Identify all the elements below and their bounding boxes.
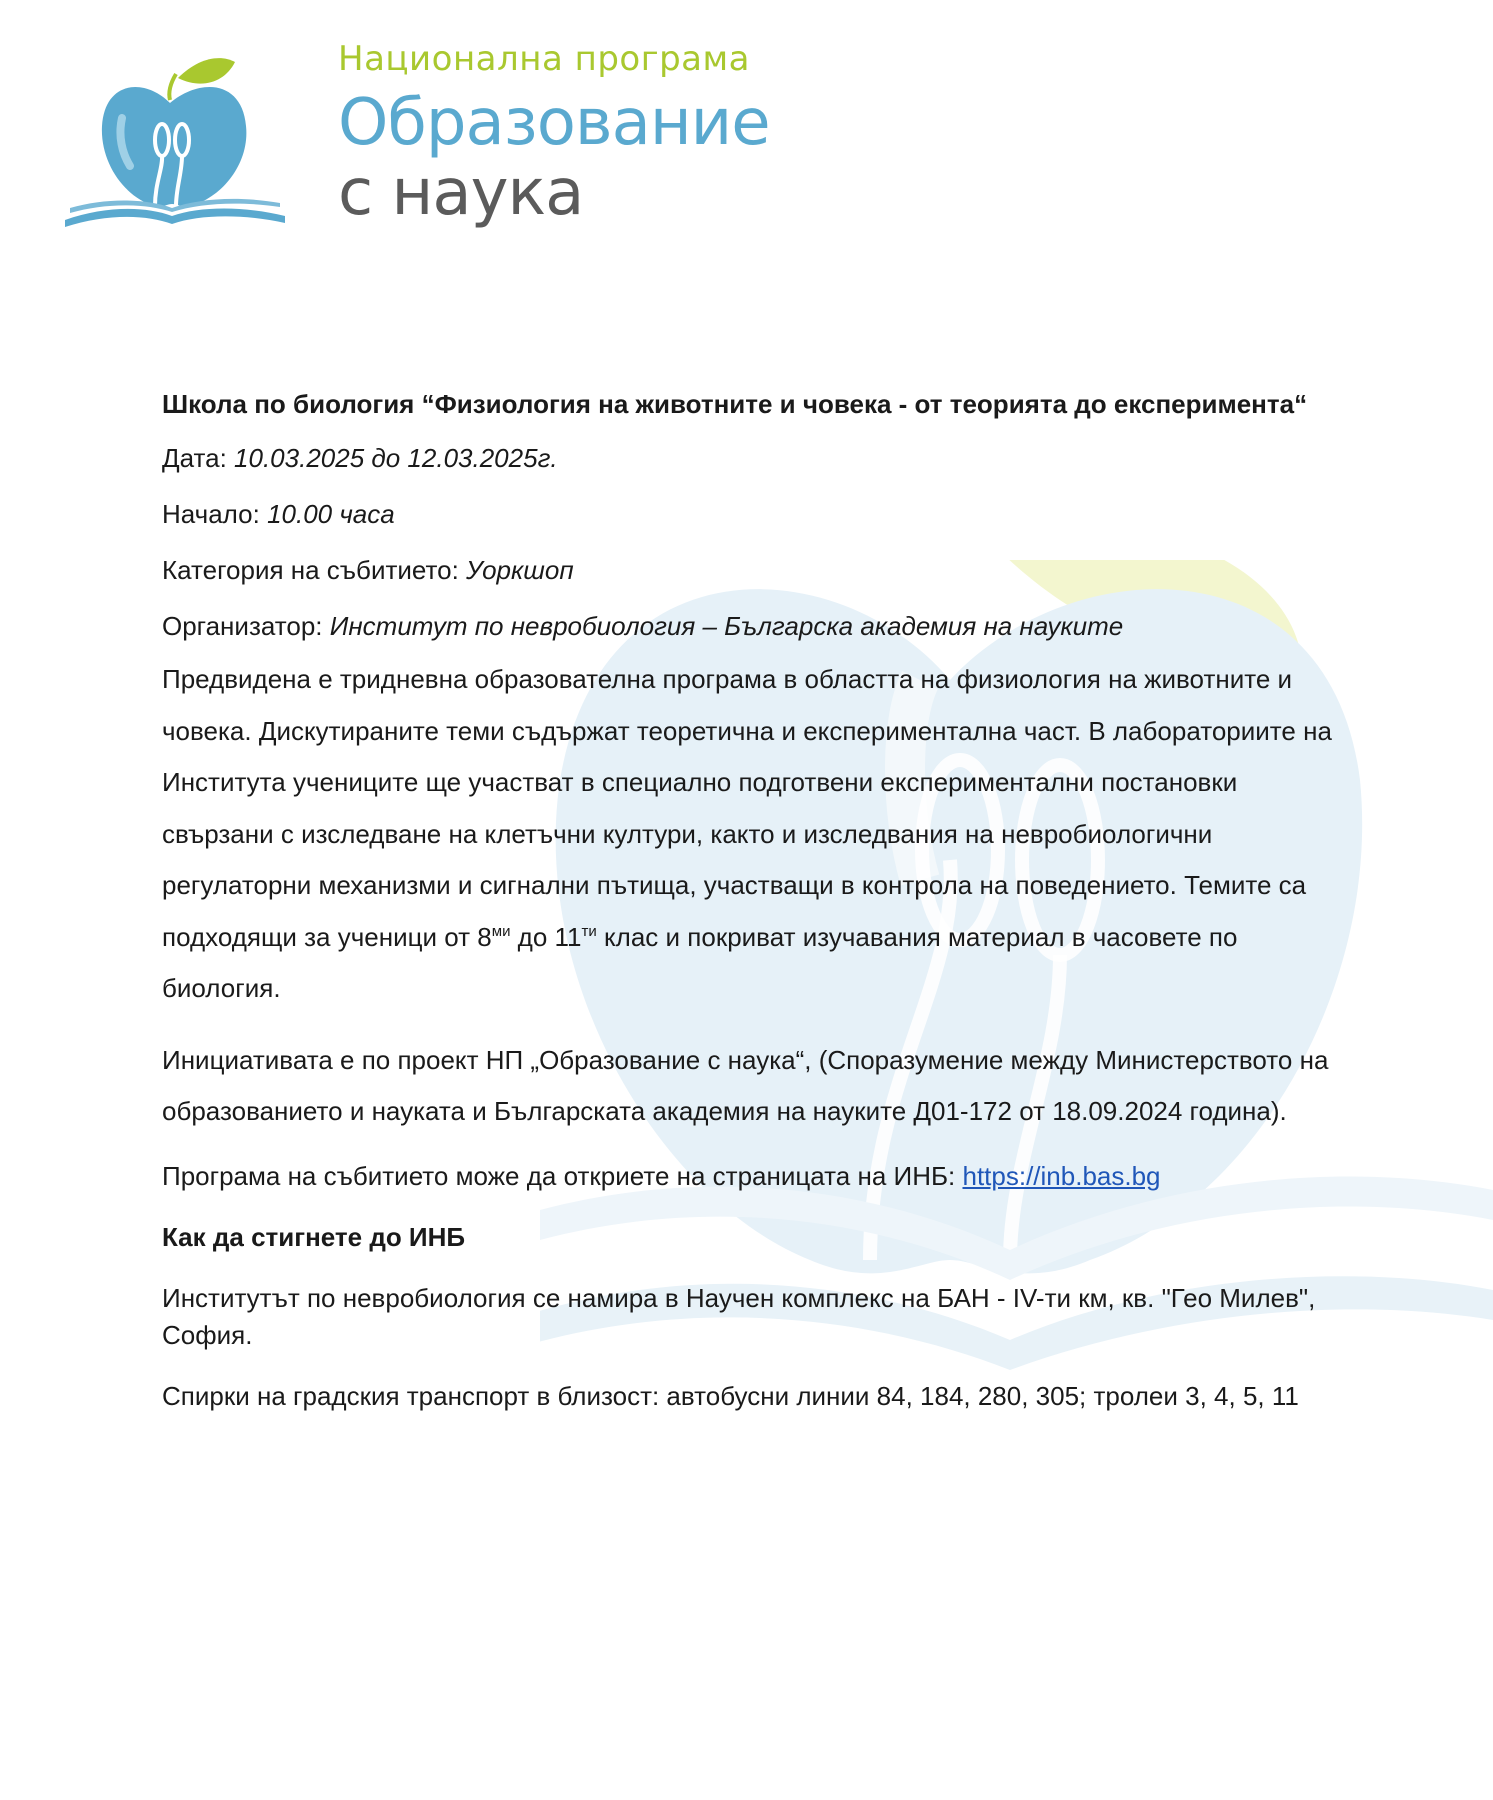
inb-website-link[interactable]: https://inb.bas.bg bbox=[962, 1160, 1161, 1191]
directions-heading: Как да стигнете до ИНБ bbox=[162, 1221, 466, 1252]
event-description bbox=[162, 654, 1342, 1015]
event-date bbox=[162, 438, 1342, 478]
description-part2: до 11 bbox=[510, 921, 582, 952]
event-title: Школа по биология “Физиология на животните и човека - от теорията до експеримента“ bbox=[162, 389, 1308, 419]
event-announcement bbox=[162, 386, 1342, 1439]
location-paragraph: Институтът по невробиология се намира в Научен комплекс на БАН - IV-ти км, кв. "Гео Милев", София. bbox=[162, 1282, 1316, 1350]
program-logo bbox=[60, 30, 770, 260]
description-part1: Предвидена е тридневна образователна програма в областта на физиология на животните и човека. Дискутираните теми съдържат теоретична и експериментална част. В лабораториите на Института учениците ще участват в специално подготвени експериментални постановки свързани с изследване на клетъчни култури, както и изследвания на невробиологични регулаторни механизми и сигнални пътища, участващи в контрола на поведението. Темите са подходящи за ученици от 8 bbox=[162, 664, 1332, 952]
program-paragraph bbox=[162, 1158, 1342, 1195]
logo-title: Образование bbox=[338, 86, 770, 160]
organizer-value: Институт по невробиология – Българска академия на науките bbox=[329, 611, 1124, 641]
event-category bbox=[162, 550, 1342, 590]
organizer-label: Организатор: bbox=[162, 611, 323, 641]
event-start bbox=[162, 494, 1342, 534]
program-text: Програма на събитието може да откриете на страницата на ИНБ: bbox=[162, 1160, 963, 1191]
description-part3: клас и покриват изучавания материал в часовете по биология. bbox=[162, 921, 1238, 1003]
logo-text-block bbox=[338, 30, 770, 228]
initiative-paragraph: Инициативата е по проект НП „Образование с наука“, (Споразумение между Министерството на образованието и науката и Българската академия на науките Д01-172 от 18.09.2024 година). bbox=[162, 1044, 1329, 1126]
date-label: Дата: bbox=[162, 443, 227, 473]
description-sup1: ми bbox=[491, 922, 511, 940]
apple-book-icon bbox=[60, 48, 305, 248]
category-value: Уоркшоп bbox=[466, 555, 574, 585]
date-value: 10.03.2025 до 12.03.2025г. bbox=[234, 443, 558, 473]
description-sup2: ти bbox=[581, 922, 597, 940]
logo-subtitle: с наука bbox=[338, 156, 584, 230]
category-label: Категория на събитието: bbox=[162, 555, 459, 585]
start-label: Начало: bbox=[162, 499, 260, 529]
start-value: 10.00 часа bbox=[267, 499, 395, 529]
logo-program-label: Национална програма bbox=[338, 39, 750, 79]
transport-paragraph: Спирки на градския транспорт в близост: автобусни линии 84, 184, 280, 305; тролеи 3, 4, 5, 11 bbox=[162, 1380, 1299, 1411]
event-organizer bbox=[162, 606, 1342, 646]
